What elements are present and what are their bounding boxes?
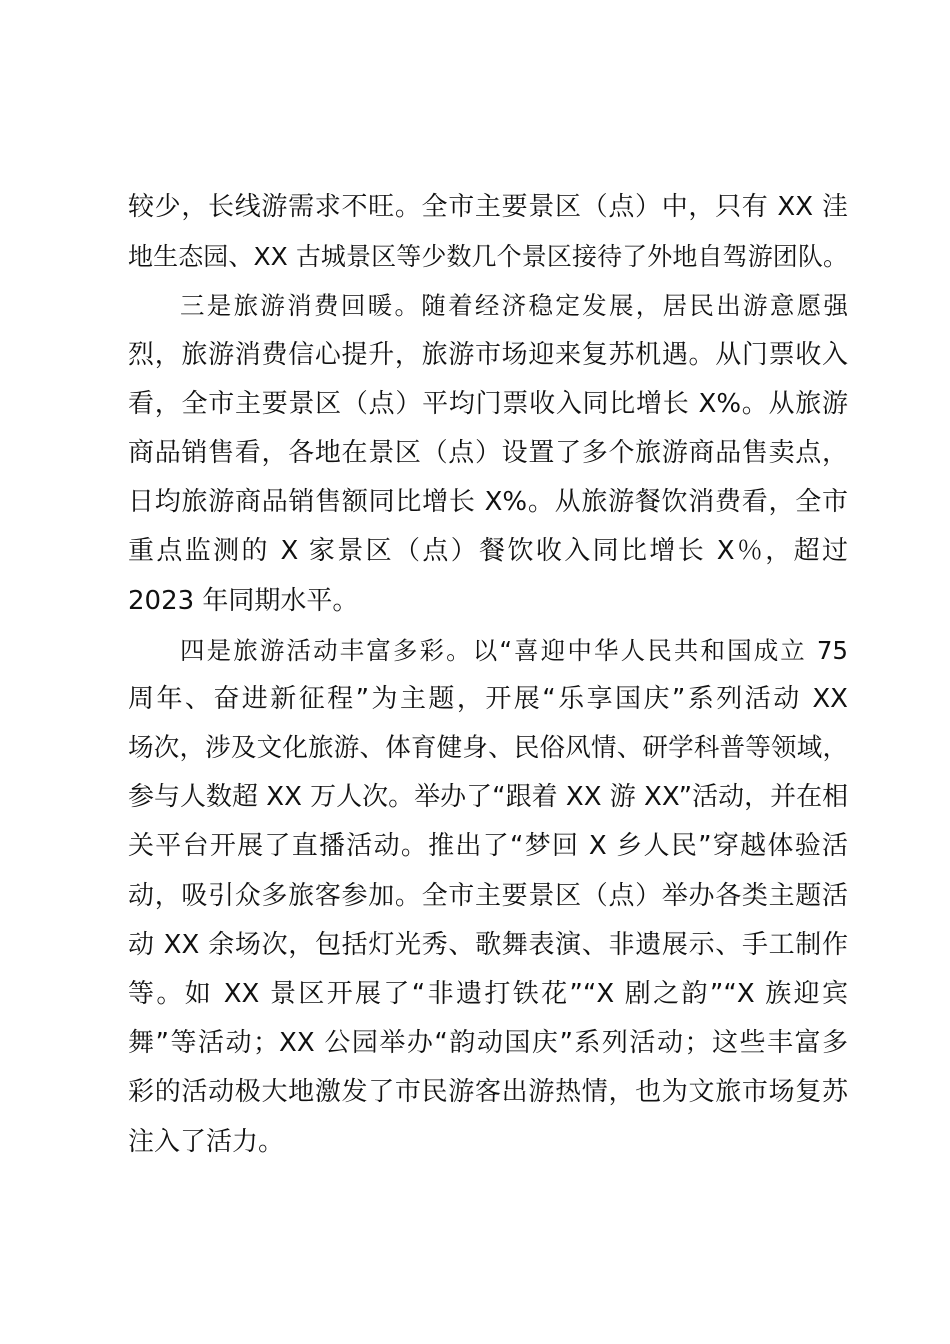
paragraph-2-line-3: 看，全市主要景区（点）平均门票收入同比增长 X%。从旅游 <box>128 388 848 419</box>
paragraph-3-line-3: 场次，涉及文化旅游、体育健身、民俗风情、研学科普等领域， <box>128 733 848 764</box>
paragraph-3-line-1: 四是旅游活动丰富多彩。以“喜迎中华人民共和国成立 75 <box>180 635 848 665</box>
paragraph-3-line-7: 动 XX 余场次，包括灯光秀、歌舞表演、非遗展示、手工制作 <box>128 929 848 960</box>
paragraph-3-line-5: 关平台开展了直播活动。推出了“梦回 X 乡人民”穿越体验活 <box>128 831 848 862</box>
paragraph-2-line-5: 日均旅游商品销售额同比增长 X%。从旅游餐饮消费看，全市 <box>128 487 848 518</box>
paragraph-2-line-1: 三是旅游消费回暖。随着经济稳定发展，居民出游意愿强 <box>180 291 848 321</box>
body-text <box>128 183 848 1167</box>
paragraph-3-line-4: 参与人数超 XX 万人次。举办了“跟着 XX 游 XX”活动，并在相 <box>128 782 849 813</box>
paragraph-3-line-9: 舞”等活动；XX 公园举办“韵动国庆”系列活动；这些丰富多 <box>128 1028 848 1059</box>
paragraph-2-line-4: 商品销售看，各地在景区（点）设置了多个旅游商品售卖点， <box>128 437 848 468</box>
paragraph-1-line-1: 较少，长线游需求不旺。全市主要景区（点）中，只有 XX 洼 <box>128 192 848 222</box>
paragraph-3-line-10: 彩的活动极大地激发了市民游客出游热情，也为文旅市场复苏 <box>128 1077 848 1108</box>
paragraph-3-line-8: 等。如 XX 景区开展了“非遗打铁花”“X 剧之韵”“X 族迎宾 <box>128 979 848 1009</box>
paragraph-2-line-6: 重点监测的 X 家景区（点）餐饮收入同比增长 X％，超过 <box>128 536 848 567</box>
paragraph-1-line-2: 地生态园、XX 古城景区等少数几个景区接待了外地自驾游团队。 <box>128 242 848 272</box>
paragraph-3-line-6: 动，吸引众多旅客参加。全市主要景区（点）举办各类主题活 <box>128 880 848 911</box>
paragraph-2-line-2: 烈，旅游消费信心提升，旅游市场迎来复苏机遇。从门票收入 <box>128 339 848 370</box>
paragraph-3-line-11: 注入了活力。 <box>128 1126 285 1157</box>
paragraph-2-line-7: 2023 年同期水平。 <box>128 585 359 616</box>
paragraph-3-line-2: 周年、奋进新征程”为主题，开展“乐享国庆”系列活动 XX <box>128 683 848 714</box>
